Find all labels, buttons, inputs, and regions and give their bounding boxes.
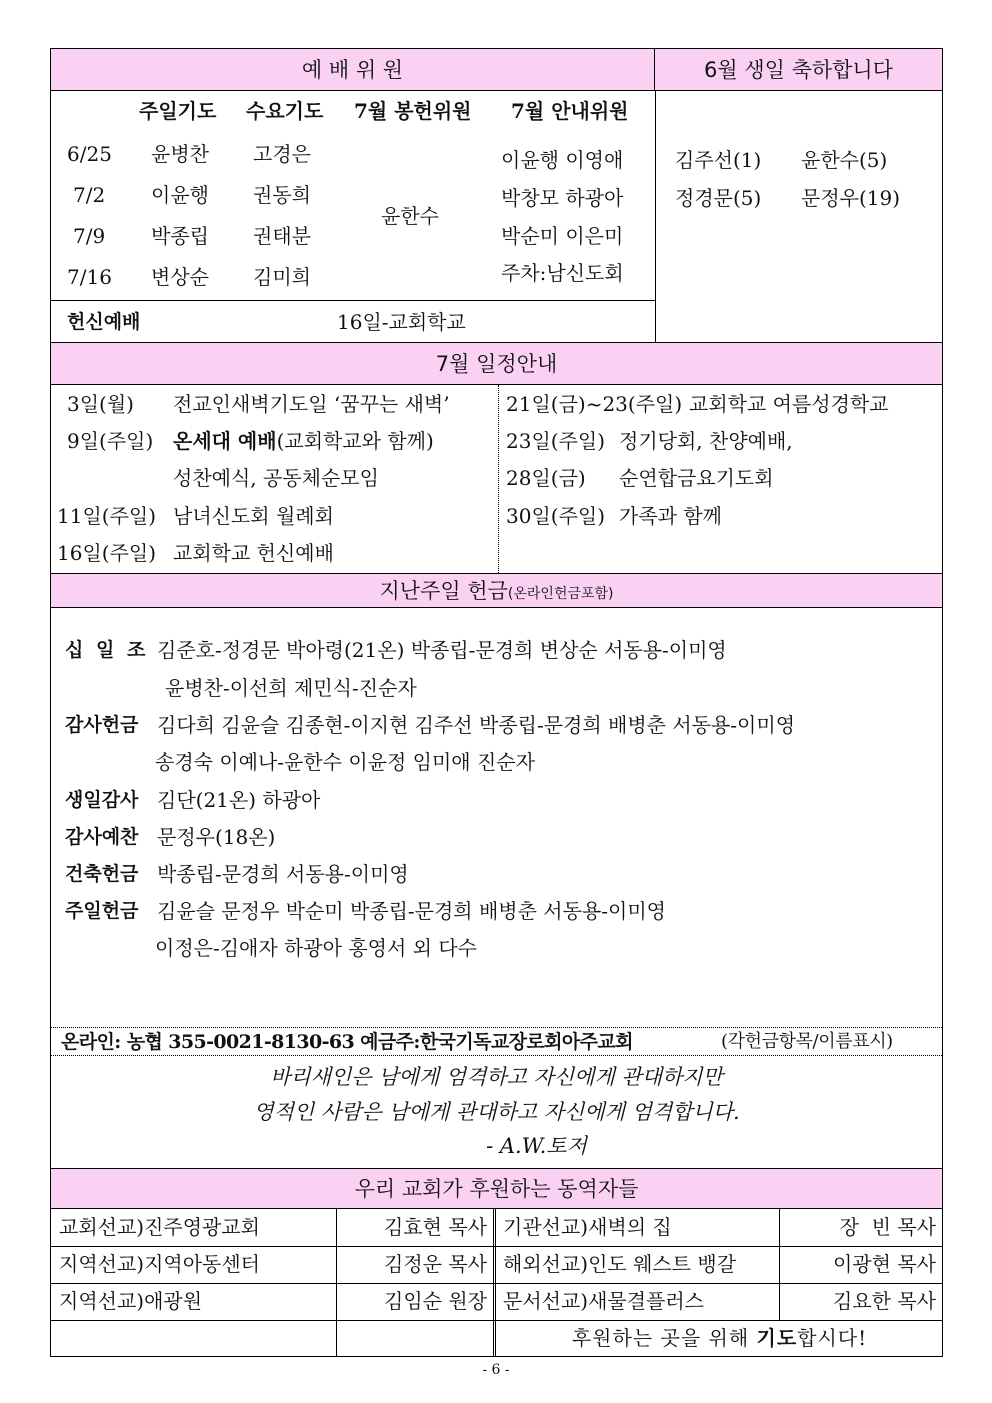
offering-names: 김윤슬 문정우 박순미 박종립-문경희 배병춘 서동용-이미영	[157, 899, 666, 923]
offering-header	[51, 573, 942, 608]
col-offering-committee: 7월 봉헌위원	[354, 99, 472, 123]
birthday-name: 문정우(19)	[801, 186, 901, 210]
dedication-divider	[51, 300, 655, 301]
birthday-name: 김주선(1)	[675, 148, 762, 172]
worship-sunday-prayer: 변상순	[151, 265, 209, 289]
supporters-col-divider	[336, 1209, 337, 1356]
worship-date: 7/16	[67, 265, 112, 289]
offering-names: 문정우(18온)	[157, 825, 276, 849]
worship-date: 7/9	[73, 224, 106, 248]
worship-usher: 박창모 하광아	[501, 186, 624, 210]
supporter-org: 지역선교)애광원	[59, 1289, 203, 1313]
supporters-header	[51, 1168, 942, 1209]
supporter-org: 문서선교)새물결플러스	[503, 1289, 705, 1313]
supporter-person: 김효현 목사	[384, 1215, 487, 1239]
schedule-event: 교회학교 헌신예배	[173, 541, 334, 565]
offering-label-sunday: 주일헌금	[65, 900, 139, 922]
worship-date: 7/2	[73, 183, 106, 207]
dedication-label: 헌신예배	[67, 311, 141, 333]
quote-author: - A.W.토저	[486, 1134, 587, 1158]
schedule-event: 남녀신도회 월례회	[173, 504, 334, 528]
prayer-note	[497, 1326, 942, 1350]
offering-label-praise: 감사예찬	[65, 826, 139, 848]
offering-label-building: 건축헌금	[65, 863, 139, 885]
supporter-person: 이광현 목사	[833, 1252, 936, 1276]
schedule-date: 16일(주일)	[57, 541, 157, 565]
supporter-org: 기관선교)새벽의 집	[503, 1215, 672, 1239]
offering-names: 송경숙 이예나-윤한수 이윤정 임미애 진순자	[155, 750, 535, 774]
supporter-org: 교회선교)진주영광교회	[59, 1215, 261, 1239]
supporters-row-divider	[51, 1283, 942, 1284]
birthday-name: 윤한수(5)	[801, 148, 888, 172]
worship-sunday-prayer: 이윤행	[151, 183, 209, 207]
bulletin-page-frame	[50, 48, 943, 1357]
worship-usher: 박순미 이은미	[501, 224, 624, 248]
prayer-note-pre: 후원하는 곳을 위해	[571, 1326, 757, 1350]
offering-names: 이정은-김애자 하광아 홍영서 외 다수	[155, 936, 477, 960]
quote-line: 영적인 사람은 남에게 관대하고 자신에게 엄격합니다.	[253, 1100, 740, 1124]
schedule-event: 교회학교 여름성경학교	[689, 392, 889, 416]
online-note: (각헌금항목/이름표시)	[721, 1031, 893, 1052]
offering-names: 윤병찬-이선희 제민식-진순자	[165, 676, 417, 700]
birthday-header-text: 6월 생일 축하합니다	[704, 58, 893, 82]
worship-date: 6/25	[67, 142, 112, 166]
schedule-event-detail: (교회학교와 함께)	[276, 429, 434, 453]
birthday-name: 정경문(5)	[675, 186, 762, 210]
col-wednesday-prayer: 수요기도	[246, 99, 324, 123]
schedule-date: 11일(주일)	[57, 504, 157, 528]
schedule-event: 정기당회, 찬양예배,	[619, 429, 793, 453]
schedule-event: 전교인새벽기도일 ‘꿈꾸는 새벽’	[173, 392, 450, 416]
worship-header-text: 예 배 위 원	[301, 58, 404, 82]
schedule-date: 30일(주일)	[506, 504, 606, 528]
online-account: 온라인: 농협 355-0021-8130-63 예금주:한국기독교장로회아주교회	[61, 1031, 633, 1053]
schedule-event: 성찬예식, 공동체순모임	[173, 466, 379, 490]
supporters-center-divider	[493, 1209, 496, 1356]
online-bottom-divider	[51, 1055, 942, 1056]
supporters-row-divider	[51, 1246, 942, 1247]
schedule-event-highlight: 온세대 예배	[173, 429, 277, 453]
offering-label-tithe: 십 일 조	[65, 639, 149, 661]
prayer-note-bold: 기도	[756, 1326, 798, 1350]
supporters-header-text: 우리 교회가 후원하는 동역자들	[354, 1177, 639, 1201]
offering-header-note: (온라인헌금포함)	[507, 586, 614, 602]
supporter-person: 장 빈 목사	[839, 1215, 936, 1239]
schedule-date: 3일(월)	[67, 392, 134, 416]
supporters-col-divider	[779, 1209, 780, 1320]
schedule-event: 가족과 함께	[619, 504, 722, 528]
offering-committee-member: 윤한수	[381, 204, 439, 228]
worship-sunday-prayer: 박종립	[151, 224, 209, 248]
col-sunday-prayer: 주일기도	[139, 99, 217, 123]
birthday-header	[655, 49, 942, 91]
schedule-divider	[498, 385, 499, 573]
schedule-date: 21일(금)~23(주일)	[506, 392, 683, 416]
supporter-person: 김요한 목사	[833, 1289, 936, 1313]
worship-divider	[655, 91, 656, 342]
schedule-date: 9일(주일)	[67, 429, 154, 453]
schedule-header-text: 7월 일정안내	[435, 352, 558, 376]
worship-usher: 이윤행 이영애	[501, 148, 624, 172]
worship-sunday-prayer: 윤병찬	[151, 142, 209, 166]
offering-names: 김준호-정경문 박아령(21온) 박종립-문경희 변상순 서동용-이미영	[157, 638, 727, 662]
offering-label-birthday: 생일감사	[65, 789, 139, 811]
supporters-row-divider	[51, 1320, 942, 1321]
worship-wednesday-prayer: 김미희	[253, 265, 311, 289]
prayer-note-post: 합시다!	[797, 1326, 868, 1350]
schedule-event	[173, 429, 434, 453]
worship-usher: 주차:남신도회	[501, 261, 624, 285]
offering-names: 김다희 김윤슬 김종현-이지현 김주선 박종립-문경희 배병춘 서동용-이미영	[157, 713, 796, 737]
worship-wednesday-prayer: 고경은	[253, 142, 311, 166]
supporter-person: 김정운 목사	[384, 1252, 487, 1276]
supporter-person: 김임순 원장	[384, 1289, 487, 1313]
online-top-divider	[51, 1027, 942, 1028]
offering-names: 김단(21온) 하광아	[157, 788, 321, 812]
dedication-value: 16일-교회학교	[337, 310, 466, 334]
offering-header-text: 지난주일 헌금	[379, 579, 508, 603]
schedule-date: 23일(주일)	[506, 429, 606, 453]
worship-header	[51, 49, 655, 91]
page-number: - 6 -	[482, 1362, 510, 1378]
schedule-header	[51, 342, 942, 385]
quote-line: 바리새인은 남에게 엄격하고 자신에게 관대하지만	[270, 1065, 723, 1089]
worship-wednesday-prayer: 권동희	[253, 183, 311, 207]
supporter-org: 해외선교)인도 웨스트 뱅갈	[503, 1252, 737, 1276]
schedule-date: 28일(금)	[506, 466, 586, 490]
col-usher-committee: 7월 안내위원	[511, 99, 629, 123]
offering-label-thanks: 감사헌금	[65, 714, 139, 736]
worship-wednesday-prayer: 권태분	[253, 224, 311, 248]
supporter-org: 지역선교)지역아동센터	[59, 1252, 261, 1276]
schedule-event: 순연합금요기도회	[619, 466, 774, 490]
offering-names: 박종립-문경희 서동용-이미영	[157, 862, 409, 886]
